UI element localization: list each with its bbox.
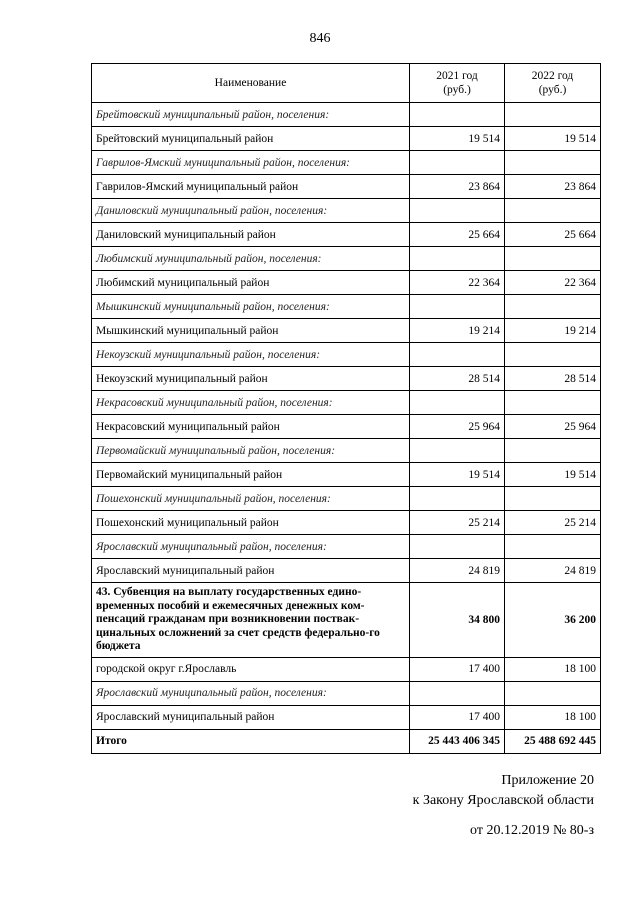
row-value-2021: 19 514 [410,463,505,487]
row-value-2022 [505,535,601,559]
table-group-row [92,247,601,271]
table-total-row [92,729,601,753]
table-group-row [92,535,601,559]
appendix-date: от 20.12.2019 № 80-з [470,823,594,838]
row-value-2021: 25 964 [410,415,505,439]
row-value-2021: 17 400 [410,705,505,729]
row-value-2021: 19 214 [410,319,505,343]
table-row [92,271,601,295]
row-value-2021: 34 800 [410,583,505,658]
page-number: 846 [309,31,331,46]
row-value-2022 [505,487,601,511]
row-name: 43. Субвенция на выплату государственных едино-временных пособий и ежемесячных денежных ком-пенсаций гражданам при возникновении поствак-цинальных осложнений за счет средств федерально-го бюджета [92,583,410,658]
row-value-2022 [505,151,601,175]
table-row [92,223,601,247]
table-group-row [92,439,601,463]
header-name: Наименование [92,64,410,103]
row-value-2021: 25 664 [410,223,505,247]
table-group-row [92,151,601,175]
header-2021-year: 2021 год [436,70,478,82]
row-name: Некрасовский муниципальный район [92,415,410,439]
row-value-2022 [505,247,601,271]
row-value-2021: 23 864 [410,175,505,199]
row-value-2022: 25 664 [505,223,601,247]
table-row [92,127,601,151]
row-value-2022 [505,439,601,463]
row-value-2021 [410,247,505,271]
row-value-2021 [410,391,505,415]
row-value-2022: 18 100 [505,657,601,681]
row-value-2022: 23 864 [505,175,601,199]
row-name: Гаврилов-Ямский муниципальный район, поселения: [92,151,410,175]
row-name: Даниловский муниципальный район [92,223,410,247]
header-2022 [505,64,601,103]
table-section-row [92,583,601,658]
row-name: Ярославский муниципальный район, поселения: [92,535,410,559]
table-header-row [92,64,601,103]
table-row [92,657,601,681]
row-value-2022 [505,295,601,319]
table-row [92,175,601,199]
row-value-2021 [410,535,505,559]
row-name: городской округ г.Ярославль [92,657,410,681]
row-value-2021: 22 364 [410,271,505,295]
row-name: Некоузский муниципальный район [92,367,410,391]
row-name: Пошехонский муниципальный район, поселения: [92,487,410,511]
table-group-row [92,199,601,223]
row-value-2022: 24 819 [505,559,601,583]
row-value-2022 [505,199,601,223]
row-value-2021: 17 400 [410,657,505,681]
table-group-row [92,295,601,319]
row-name: Мышкинский муниципальный район [92,319,410,343]
row-name: Брейтовский муниципальный район, поселения: [92,103,410,127]
row-name: Брейтовский муниципальный район [92,127,410,151]
row-value-2021 [410,295,505,319]
row-name: Ярославский муниципальный район, поселения: [92,681,410,705]
row-value-2021: 25 443 406 345 [410,729,505,753]
row-value-2022: 25 964 [505,415,601,439]
row-value-2022: 19 214 [505,319,601,343]
row-value-2021 [410,487,505,511]
row-value-2022: 19 514 [505,127,601,151]
row-name: Любимский муниципальный район [92,271,410,295]
table-row [92,511,601,535]
table-row [92,463,601,487]
header-2021-unit: (руб.) [443,84,471,96]
row-value-2022: 25 214 [505,511,601,535]
row-name: Гаврилов-Ямский муниципальный район [92,175,410,199]
row-name: Любимский муниципальный район, поселения: [92,247,410,271]
row-value-2022 [505,681,601,705]
table-row [92,367,601,391]
row-name: Мышкинский муниципальный район, поселения: [92,295,410,319]
table-group-row [92,343,601,367]
row-value-2022: 19 514 [505,463,601,487]
row-value-2021 [410,103,505,127]
appendix-title: Приложение 20 [501,773,594,788]
row-value-2022: 28 514 [505,367,601,391]
header-2022-year: 2022 год [531,70,574,82]
row-value-2022: 22 364 [505,271,601,295]
row-value-2022 [505,391,601,415]
table-row [92,415,601,439]
table-group-row [92,103,601,127]
row-value-2021 [410,343,505,367]
table-row [92,319,601,343]
row-value-2022 [505,103,601,127]
row-value-2021 [410,439,505,463]
row-value-2021 [410,199,505,223]
row-name: Даниловский муниципальный район, поселения: [92,199,410,223]
budget-table [91,63,601,754]
header-2021 [410,64,505,103]
row-value-2021 [410,151,505,175]
row-value-2021 [410,681,505,705]
row-value-2021: 24 819 [410,559,505,583]
row-name: Некоузский муниципальный район, поселения: [92,343,410,367]
header-2022-unit: (руб.) [538,84,567,96]
row-name: Первомайский муниципальный район [92,463,410,487]
row-name: Некрасовский муниципальный район, поселения: [92,391,410,415]
row-value-2022: 25 488 692 445 [505,729,601,753]
row-value-2022: 18 100 [505,705,601,729]
row-value-2022: 36 200 [505,583,601,658]
table-group-row [92,487,601,511]
row-name: Ярославский муниципальный район [92,559,410,583]
appendix-law: к Закону Ярославской области [412,793,594,808]
row-name: Итого [92,729,410,753]
row-value-2021: 25 214 [410,511,505,535]
row-value-2022 [505,343,601,367]
row-value-2021: 28 514 [410,367,505,391]
table-group-row [92,391,601,415]
table-row [92,705,601,729]
row-value-2021: 19 514 [410,127,505,151]
row-name: Пошехонский муниципальный район [92,511,410,535]
table-group-row [92,681,601,705]
table-row [92,559,601,583]
row-name: Ярославский муниципальный район [92,705,410,729]
row-name: Первомайский муниципальный район, поселения: [92,439,410,463]
